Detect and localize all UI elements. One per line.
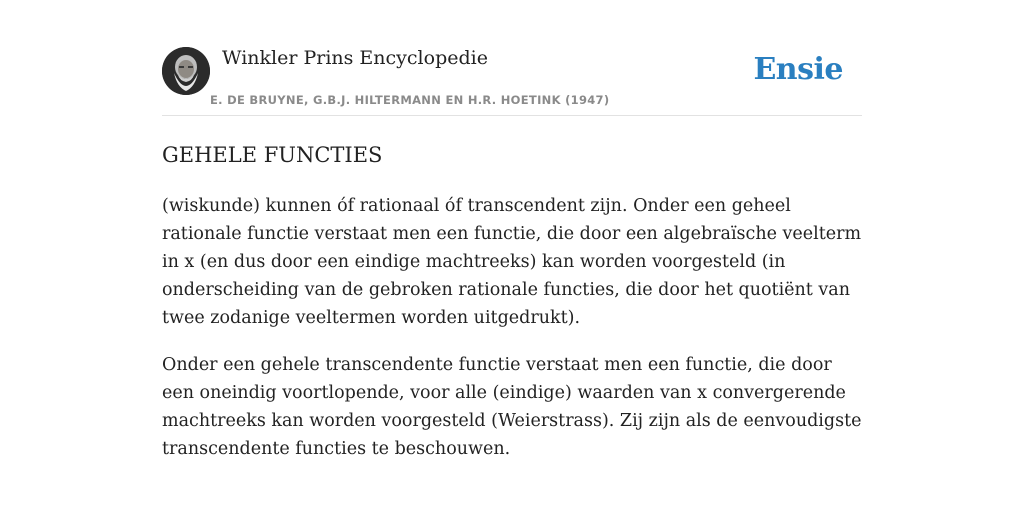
bearded-man-portrait-icon[interactable]	[162, 47, 210, 95]
source-header	[162, 46, 862, 116]
entry-paragraph-2: Onder een gehele transcendente functie verstaat men een functie, die door een oneindig voortlopende, voor alle (eindige) waarden van x convergerende machtreeks kan worden voorgesteld (Weierstrass). Zij zijn als de eenvoudigste transcendente functies te beschouwen.	[162, 355, 862, 459]
entry-paragraph-1: (wiskunde) kunnen óf rationaal óf transcendent zijn. Onder een geheel rationale functie verstaat men een functie, die door een algebraïsche veelterm in x (en dus door een eindige machtreeks) kan worden voorgesteld (in onderscheiding van de gebroken rationale functies, die door het quotiënt van twee zodanige veeltermen worden uitgedrukt).	[162, 196, 862, 328]
entry-card	[162, 46, 862, 463]
ensie-logo[interactable]: Ensie	[753, 52, 843, 87]
source-title[interactable]: Winkler Prins Encyclopedie	[222, 47, 488, 69]
avatar-image	[162, 47, 210, 95]
entry-title: GEHELE FUNCTIES	[162, 143, 383, 167]
authors-line: E. DE BRUYNE, G.B.J. HILTERMANN EN H.R. HOETINK (1947)	[210, 93, 610, 107]
